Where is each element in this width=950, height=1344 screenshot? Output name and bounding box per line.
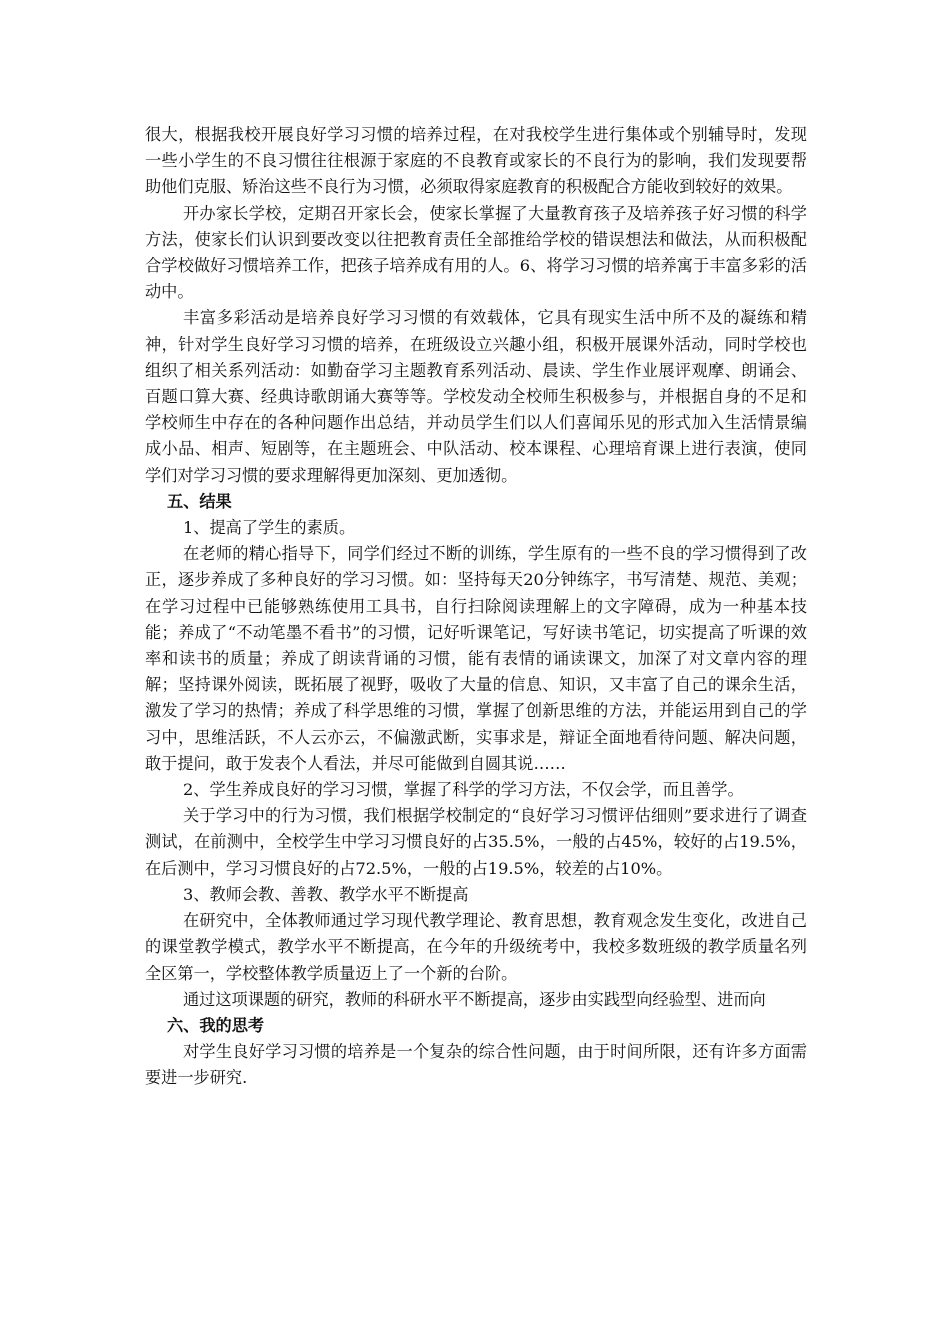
section-heading-reflection: 六、我的思考 <box>167 1015 265 1035</box>
subheading-student-quality: 1、提高了学生的素质。 <box>183 518 356 538</box>
subheading-learning-methods: 2、学生养成良好的学习习惯，掌握了科学的学习方法，不仅会学，而且善学。 <box>183 780 744 800</box>
paragraph-family-education: 很大，根据我校开展良好学习习惯的培养过程，在对我校学生进行集体或个别辅导时，发现一些小学生的不良习惯往往根源于家庭的不良教育或家长的不良行为的影响，我们发现要帮助他们克服、矫治这些不良行为习惯，必须取得家庭教育的积极配合方能收到较好的效果。 <box>145 125 807 197</box>
paragraph-student-habits: 在老师的精心指导下，同学们经过不断的训练，学生原有的一些不良的学习惯得到了改正，逐步养成了多种良好的学习习惯。如：坚持每天20分钟练字，书写清楚、规范、美观；在学习过程中已能够熟练使用工具书，自行扫除阅读理解上的文字障碍，成为一种基本技能；养成了“不动笔墨不看书”的习惯，记好听课笔记，写好读书笔记，切实提高了听课的效率和读书的质量；养成了朗读背诵的习惯，能有表情的诵读课文，加深了对文章内容的理解；坚持课外阅读，既拓展了视野，吸收了大量的信息、知识，又丰富了自己的课余生活，激发了学习的热情；养成了科学思维的习惯，掌握了创新思维的方法，并能运用到自己的学习中，思维活跃，不人云亦云，不偏激武断，实事求是，辩证全面地看待问题、解决问题，敢于提问，敢于发表个人看法，并尽可能做到自圆其说…… <box>145 544 807 773</box>
section-heading-results: 五、结果 <box>167 491 232 511</box>
paragraph-activities: 丰富多彩活动是培养良好学习习惯的有效载体，它具有现实生活中所不及的凝练和精神，针对学生良好学习习惯的培养，在班级设立兴趣小组，积极开展课外活动，同时学校也组织了相关系列活动：如勤奋学习主题教育系列活动、晨读、学生作业展评观摩、朗诵会、百题口算大赛、经典诗歌朗诵大赛等等。学校发动全校师生积极参与，并根据自身的不足和学校师生中存在的各种问题作出总结，并动员学生们以人们喜闻乐见的形式加入生活情景编成小品、相声、短剧等，在主题班会、中队活动、校本课程、心理培育课上进行表演，使同学们对学习习惯的要求理解得更加深刻、更加透彻。 <box>145 308 807 485</box>
subheading-teacher-improvement: 3、教师会教、善教、教学水平不断提高 <box>183 884 469 904</box>
paragraph-parent-school: 开办家长学校，定期召开家长会，使家长掌握了大量教育孩子及培养孩子好习惯的科学方法，使家长们认识到要改变以往把教育责任全部推给学校的错误想法和做法，从而积极配合学校做好习惯培养工作，把孩子培养成有用的人。6、将学习习惯的培养寓于丰富多彩的活动中。 <box>145 203 807 302</box>
paragraph-research-level: 通过这项课题的研究，教师的科研水平不断提高，逐步由实践型向经验型、进而向 <box>183 989 766 1009</box>
paragraph-survey-results: 关于学习中的行为习惯，我们根据学校制定的“良好学习习惯评估细则”要求进行了调查测试，在前测中，全校学生中学习习惯良好的占35.5%，一般的占45%，较好的占19.5%，在后测中，学习习惯良好的占72.5%，一般的占19.5%，较差的占10%。 <box>145 806 807 878</box>
paragraph-reflection: 对学生良好学习习惯的培养是一个复杂的综合性问题，由于时间所限，还有许多方面需要进一步研究. <box>145 1042 807 1088</box>
paragraph-teacher-research: 在研究中，全体教师通过学习现代教学理论、教育思想，教育观念发生变化，改进自己的课堂教学模式，教学水平不断提高，在今年的升级统考中，我校多数班级的教学质量名列全区第一，学校整体教学质量迈上了一个新的台阶。 <box>145 911 807 983</box>
document-page <box>145 122 807 1092</box>
